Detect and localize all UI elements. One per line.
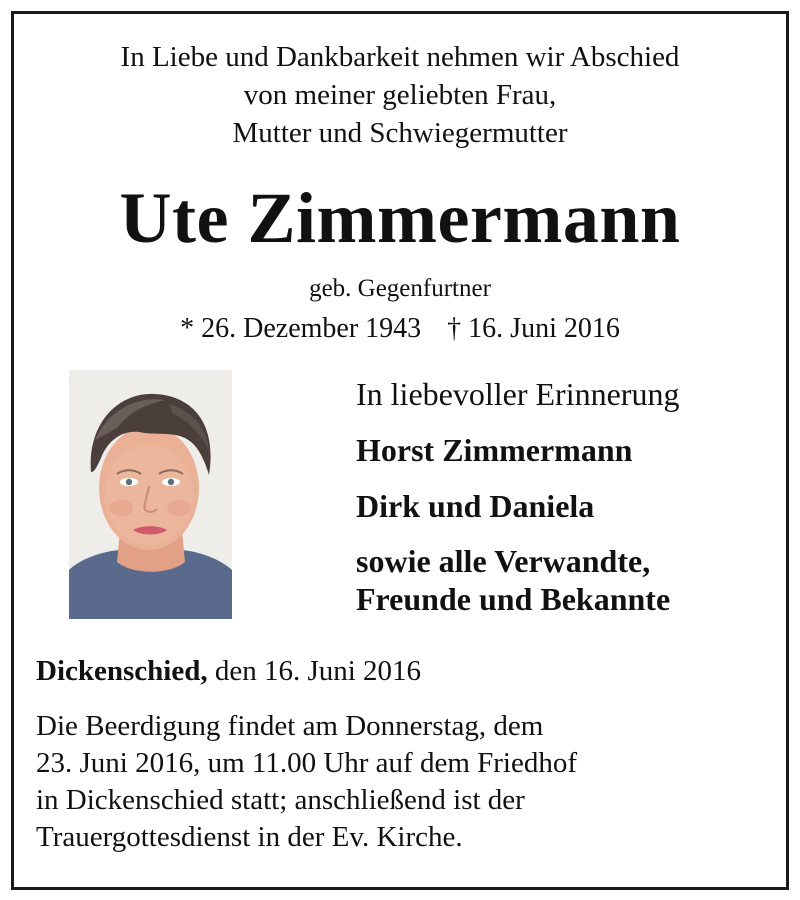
portrait-photo [69,370,232,619]
funeral-line: Trauergottesdienst in der Ev. Kirche. [36,821,463,853]
birth-date: * 26. Dezember 1943 [180,313,422,344]
intro-line: Mutter und Schwiegermutter [232,117,568,149]
intro-line: von meiner geliebten Frau, [243,79,557,111]
funeral-line: in Dickenschied statt; anschließend ist der [36,784,525,816]
intro-text [0,38,800,152]
place-name: Dickenschied, [36,655,208,687]
mourners-heading: In liebevoller Erinnerung [356,376,680,412]
life-dates [0,311,800,347]
mourners-block [356,374,776,617]
funeral-notice [36,708,577,856]
intro-line: In Liebe und Dankbarkeit nehmen wir Abschied [120,41,680,73]
mourner-name: Dirk und Daniela [356,488,595,524]
maiden-name: geb. Gegenfurtner [309,275,491,302]
funeral-line: Die Beerdigung findet am Donnerstag, dem [36,710,544,742]
notice-date: den 16. Juni 2016 [214,655,422,687]
death-date: † 16. Juni 2016 [447,313,620,344]
mourner-name: Horst Zimmermann [356,432,633,468]
deceased-name: Ute Zimmermann [119,178,681,258]
place-date [36,652,421,690]
mourner-name: Freunde und Bekannte [356,581,671,617]
funeral-line: 23. Juni 2016, um 11.00 Uhr auf dem Friedhof [36,747,578,779]
mourner-name: sowie alle Verwandte, [356,543,651,579]
